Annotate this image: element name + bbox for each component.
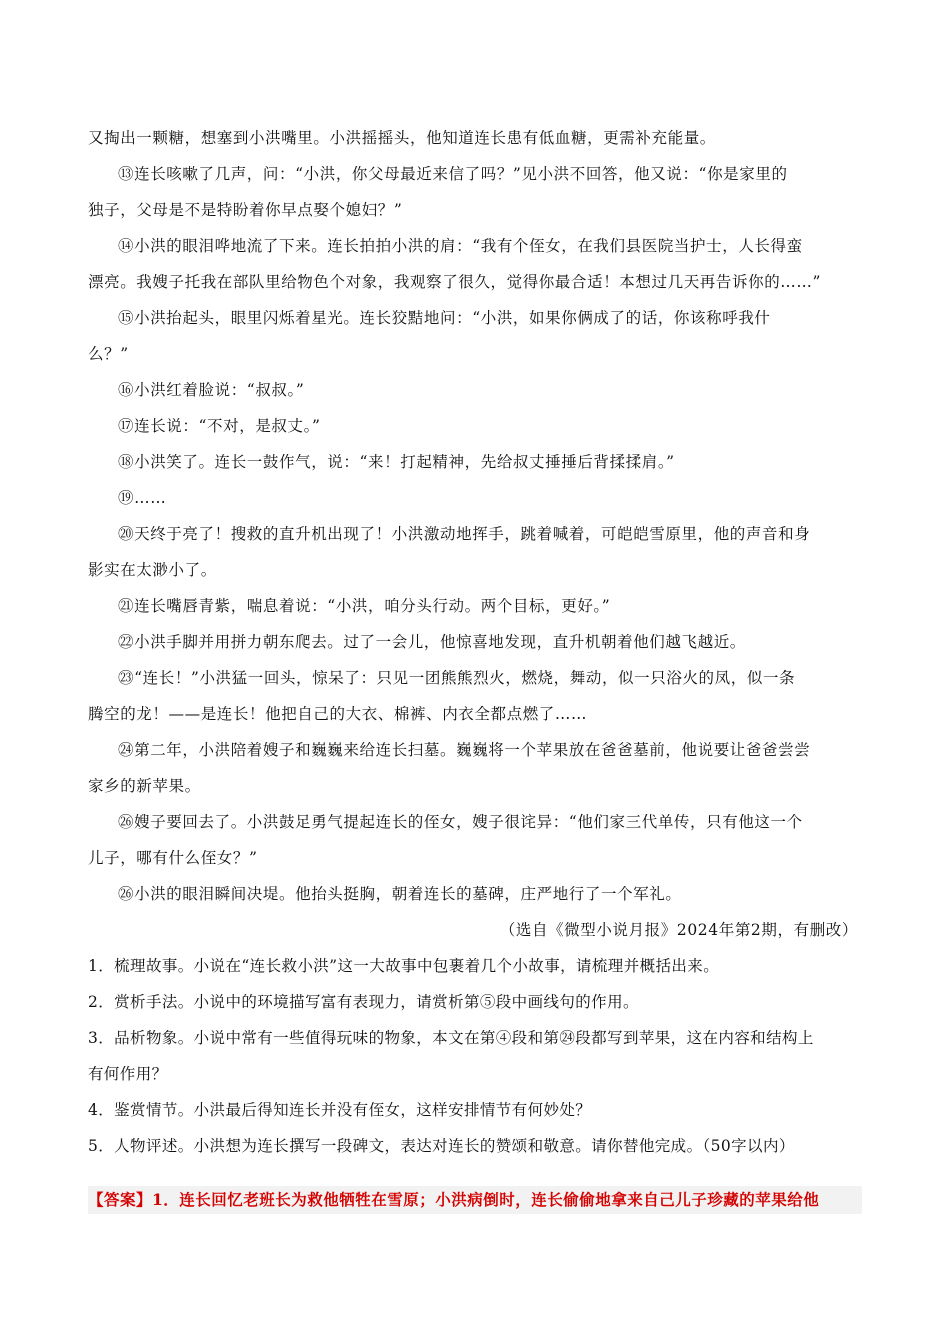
paragraph-16: ⑯小洪红着脸说：“叔叔。” — [118, 381, 305, 399]
paragraph-20-line-1: ⑳天终于亮了！搜救的直升机出现了！小洪激动地挥手，跳着喊着，可皑皑雪原里，他的声音和身 — [118, 525, 811, 543]
paragraph-18: ⑱小洪笑了。连长一鼓作气，说：“来！打起精神，先给叔丈捶捶后背揉揉肩。” — [118, 453, 675, 471]
paragraph-14-line-2: 漂亮。我嫂子托我在部队里给物色个对象，我观察了很久，觉得你最合适！本想过几天再告诉你的……” — [88, 273, 822, 291]
paragraph-19: ⑲…… — [118, 489, 167, 507]
document-page — [88, 120, 862, 1164]
paragraph-21: ㉑连长嘴唇青紫，喘息着说：“小洪，咱分头行动。两个目标，更好。” — [118, 597, 611, 615]
paragraph-22: ㉒小洪手脚并用拼力朝东爬去。过了一会儿，他惊喜地发现，直升机朝着他们越飞越近。 — [118, 633, 746, 651]
paragraph-23-line-2: 腾空的龙！——是连长！他把自己的大衣、棉裤、内衣全都点燃了…… — [88, 705, 588, 723]
answer-block — [88, 1186, 862, 1214]
source-citation: （选自《微型小说月报》2024年第2期，有删改） — [499, 921, 858, 939]
paragraph-15-line-2: 么？” — [88, 345, 129, 363]
paragraph-25-line-2: 儿子，哪有什么侄女？” — [88, 849, 258, 867]
paragraph-24-line-1: ㉔第二年，小洪陪着嫂子和巍巍来给连长扫墓。巍巍将一个苹果放在爸爸墓前，他说要让爸爸尝尝 — [118, 741, 811, 759]
answer-tag: 【答案】 — [88, 1190, 153, 1209]
paragraph-25-line-1: ㉖嫂子要回去了。小洪鼓足勇气提起连长的侄女，嫂子很诧异：“他们家三代单传，只有他这一个 — [118, 813, 803, 831]
paragraph-12-continuation: 又掏出一颗糖，想塞到小洪嘴里。小洪摇摇头，他知道连长患有低血糖，更需补充能量。 — [88, 129, 716, 147]
question-3-line-2: 有何作用？ — [88, 1065, 168, 1083]
paragraph-17: ⑰连长说：“不对，是叔丈。” — [118, 417, 321, 435]
paragraph-26: ㉖小洪的眼泪瞬间决堤。他抬头挺胸，朝着连长的墓碑，庄严地行了一个军礼。 — [118, 885, 682, 903]
paragraph-13-line-2: 独子，父母是不是特盼着你早点娶个媳妇？” — [88, 201, 403, 219]
paragraph-13-line-1: ⑬连长咳嗽了几声，问：“小洪，你父母最近来信了吗？”见小洪不回答，他又说：“你是家里的 — [118, 165, 788, 183]
question-2: 2．赏析手法。小说中的环境描写富有表现力，请赏析第⑤段中画线句的作用。 — [88, 993, 639, 1011]
question-4: 4．鉴赏情节。小洪最后得知连长并没有侄女，这样安排情节有何妙处？ — [88, 1101, 592, 1119]
paragraph-15-line-1: ⑮小洪抬起头，眼里闪烁着星光。连长狡黠地问：“小洪，如果你俩成了的话，你该称呼我什 — [118, 309, 771, 327]
answer-text: 1．连长回忆老班长为救他牺牲在雪原；小洪病倒时，连长偷偷地拿来自己儿子珍藏的苹果给他 — [152, 1190, 820, 1209]
question-5: 5．人物评述。小洪想为连长撰写一段碑文，表达对连长的赞颂和敬意。请你替他完成。（50字以内） — [88, 1137, 795, 1155]
paragraph-14-line-1: ⑭小洪的眼泪哗地流了下来。连长拍拍小洪的肩：“我有个侄女，在我们县医院当护士，人长得蛮 — [118, 237, 803, 255]
paragraph-24-line-2: 家乡的新苹果。 — [88, 777, 201, 795]
question-1: 1．梳理故事。小说在“连长救小洪”这一大故事中包裹着几个小故事，请梳理并概括出来。 — [88, 957, 720, 975]
question-3-line-1: 3．品析物象。小说中常有一些值得玩味的物象，本文在第④段和第㉔段都写到苹果，这在内容和结构上 — [88, 1029, 814, 1047]
paragraph-23-line-1: ㉓“连长！”小洪猛一回头，惊呆了：只见一团熊熊烈火，燃烧，舞动，似一只浴火的凤，似一条 — [118, 669, 796, 687]
paragraph-20-line-2: 影实在太渺小了。 — [88, 561, 217, 579]
